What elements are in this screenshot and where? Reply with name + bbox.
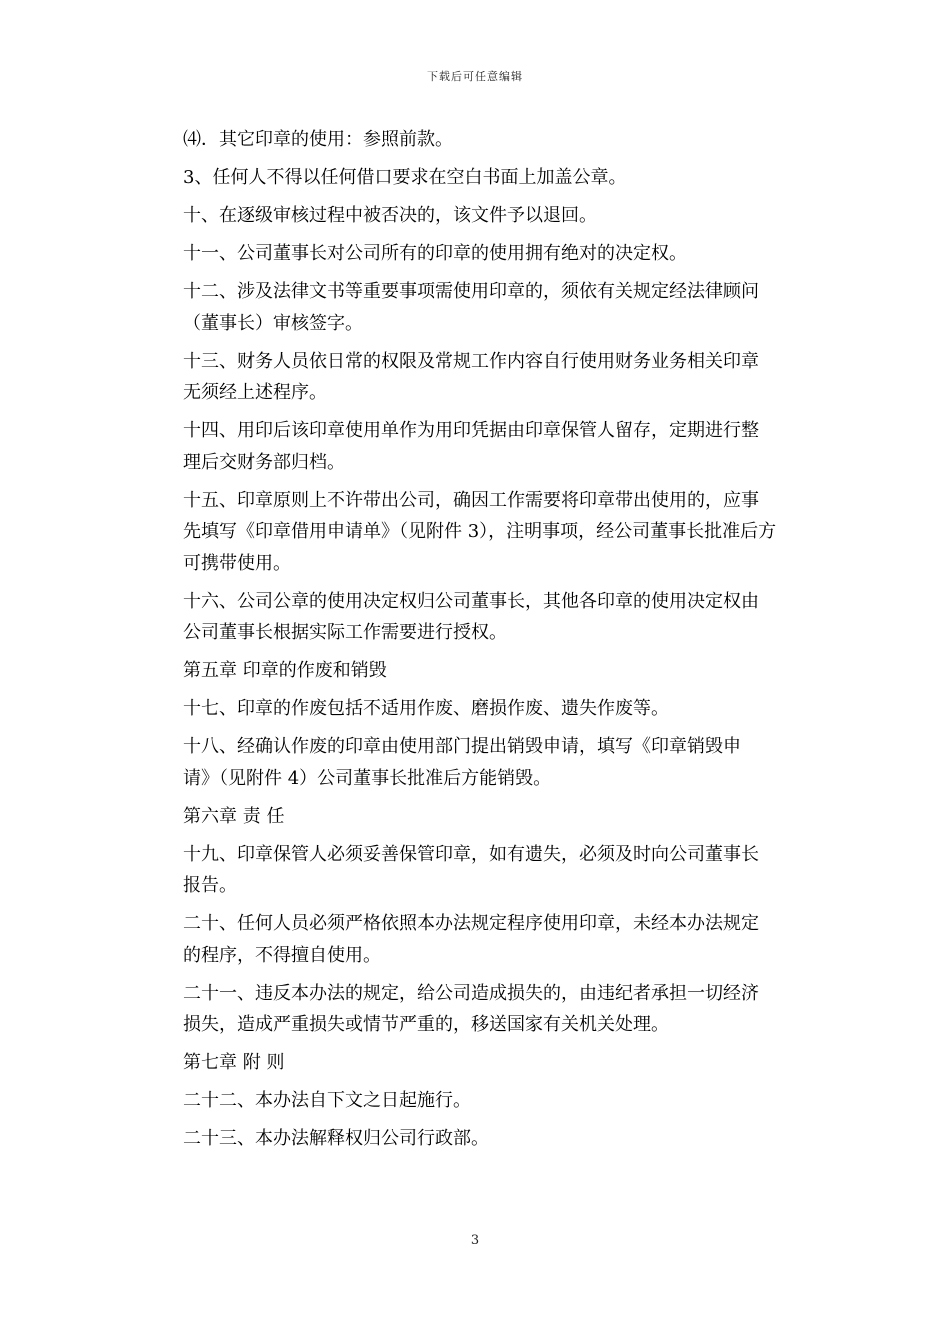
text-line: 无须经上述程序。 bbox=[183, 382, 327, 403]
text-line: 十九、印章保管人必须妥善保管印章，如有遗失，必须及时向公司董事长 bbox=[183, 843, 759, 865]
text-line: 第五章 印章的作废和销毁 bbox=[183, 660, 387, 681]
paragraph bbox=[146, 346, 808, 409]
paragraph bbox=[146, 200, 808, 232]
text-line: 十六、公司公章的使用决定权归公司董事长，其他各印章的使用决定权由 bbox=[183, 590, 759, 612]
text-line: 理后交财务部归档。 bbox=[183, 451, 345, 473]
text-line: 十、在逐级审核过程中被否决的，该文件予以退回。 bbox=[183, 205, 597, 226]
text-line: 十一、公司董事长对公司所有的印章的使用拥有绝对的决定权。 bbox=[183, 243, 687, 264]
paragraph bbox=[146, 276, 808, 339]
text-line: ⑷．其它印章的使用：参照前款。 bbox=[183, 129, 453, 150]
text-line: 十七、印章的作废包括不适用作废、磨损作废、遗失作废等。 bbox=[183, 698, 669, 719]
text-line: 二十一、违反本办法的规定，给公司造成损失的，由违纪者承担一切经济 bbox=[183, 982, 759, 1004]
text-line: 十五、印章原则上不许带出公司，确因工作需要将印章带出使用的，应事 bbox=[183, 489, 759, 511]
paragraph bbox=[146, 485, 808, 580]
text-line: 十四、用印后该印章使用单作为用印凭据由印章保管人留存，定期进行整 bbox=[183, 420, 759, 441]
chapter-heading bbox=[146, 655, 808, 687]
text-line: 第七章 附 则 bbox=[183, 1052, 285, 1073]
paragraph bbox=[146, 908, 808, 971]
text-line: 二十三、本办法解释权归公司行政部。 bbox=[183, 1128, 489, 1149]
text-line: 第六章 责 任 bbox=[183, 805, 285, 827]
paragraph bbox=[146, 1085, 808, 1117]
paragraph bbox=[146, 162, 808, 194]
paragraph bbox=[146, 693, 808, 725]
text-line: 3、任何人不得以任何借口要求在空白书面上加盖公章。 bbox=[183, 167, 627, 188]
chapter-heading bbox=[146, 1047, 808, 1079]
text-line: 二十二、本办法自下文之日起施行。 bbox=[183, 1090, 471, 1111]
text-line: 损失，造成严重损失或情节严重的，移送国家有关机关处理。 bbox=[183, 1014, 669, 1035]
text-line: 十八、经确认作废的印章由使用部门提出销毁申请，填写《印章销毁申 bbox=[183, 736, 741, 757]
paragraph bbox=[146, 415, 808, 478]
text-line: 先填写《印章借用申请单》（见附件 3），注明事项，经公司董事长批准后方 bbox=[183, 521, 777, 542]
paragraph bbox=[146, 731, 808, 794]
text-line: 二十、任何人员必须严格依照本办法规定程序使用印章，未经本办法规定 bbox=[183, 913, 759, 934]
paragraph bbox=[146, 238, 808, 270]
text-line: 报告。 bbox=[183, 875, 237, 896]
paragraph bbox=[146, 1123, 808, 1155]
paragraph bbox=[146, 124, 808, 156]
document-body bbox=[146, 124, 808, 1161]
text-line: 公司董事长根据实际工作需要进行授权。 bbox=[183, 622, 507, 643]
text-line: 的程序，不得擅自使用。 bbox=[183, 944, 381, 966]
text-line: 十二、涉及法律文书等重要事项需使用印章的，须依有关规定经法律顾问 bbox=[183, 281, 759, 302]
text-line: （董事长）审核签字。 bbox=[183, 312, 363, 334]
paragraph bbox=[146, 978, 808, 1041]
page-number: 3 bbox=[470, 1233, 480, 1248]
page-header: 下载后可任意编辑 bbox=[427, 70, 523, 83]
paragraph bbox=[146, 839, 808, 902]
text-line: 十三、财务人员依日常的权限及常规工作内容自行使用财务业务相关印章 bbox=[183, 350, 759, 372]
paragraph bbox=[146, 586, 808, 649]
chapter-heading bbox=[146, 801, 808, 833]
text-line: 请》（见附件 4）公司董事长批准后方能销毁。 bbox=[183, 767, 552, 789]
text-line: 可携带使用。 bbox=[183, 552, 291, 574]
